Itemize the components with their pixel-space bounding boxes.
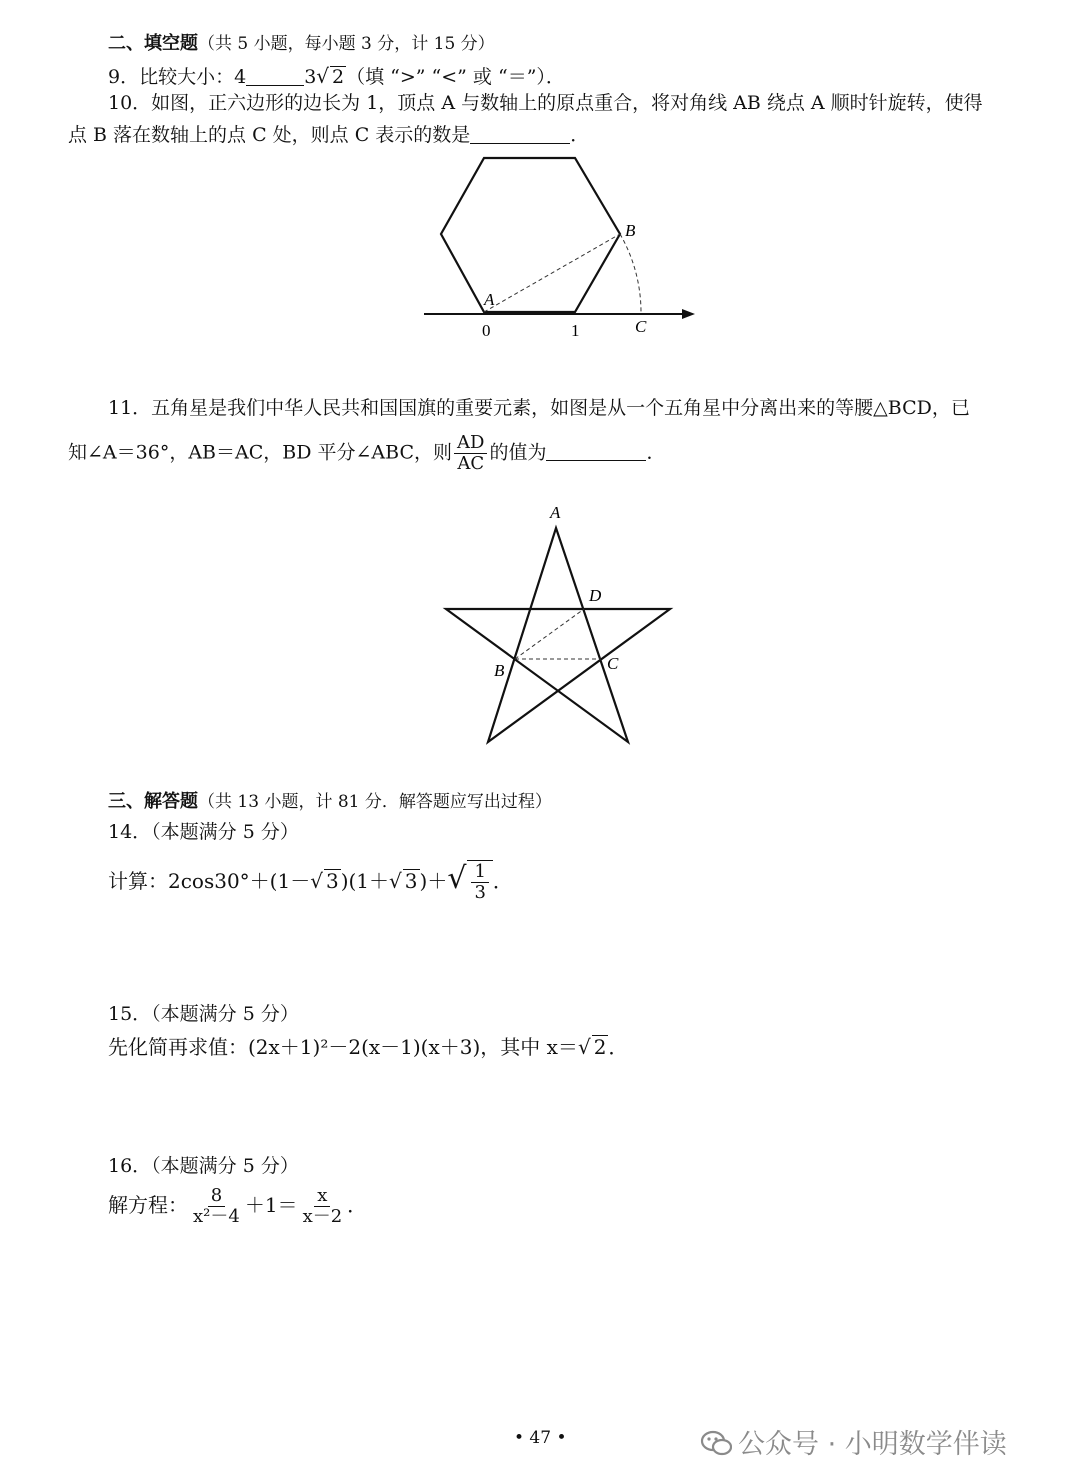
label-a: A xyxy=(550,503,561,522)
question-11-line2 xyxy=(68,433,665,474)
question-text: （填 “>” “<” 或 “＝”）． xyxy=(346,66,565,88)
section-heading-fill-in xyxy=(108,32,495,55)
arrow-head xyxy=(682,309,695,319)
question-text: 知∠A＝36°，AB＝AC，BD 平分∠ABC，则 xyxy=(68,441,452,464)
question-16-title: 16．（本题满分 5 分） xyxy=(108,1155,299,1177)
segment-bd xyxy=(515,609,584,659)
label-b: B xyxy=(625,221,636,240)
expr-part: )＋ xyxy=(419,868,448,893)
denominator: AC xyxy=(457,452,485,474)
question-10-line2 xyxy=(68,124,589,147)
watermark xyxy=(700,1422,1007,1461)
star-figure xyxy=(430,495,690,755)
fraction-right xyxy=(300,1186,346,1227)
answer-blank[interactable] xyxy=(546,442,646,461)
tick-one: 1 xyxy=(571,321,580,340)
period: ． xyxy=(492,868,513,893)
expr-part: 计算：2cos30°＋(1－ xyxy=(108,868,311,893)
section-title: 二、填空题 xyxy=(108,33,198,54)
fraction-left xyxy=(190,1186,243,1227)
question-14-expression xyxy=(108,860,513,903)
label-d: D xyxy=(589,586,602,605)
question-text: 比较大小：4 xyxy=(139,66,247,88)
label-c: C xyxy=(607,654,619,673)
coefficient: 3 xyxy=(304,66,317,88)
hexagon xyxy=(441,158,620,312)
rotation-arc xyxy=(620,234,641,312)
radicand: 2 xyxy=(593,1035,607,1059)
label-a: A xyxy=(484,290,495,309)
denominator: x²－4 xyxy=(193,1205,240,1227)
hexagon-figure xyxy=(410,150,710,350)
label-c: C xyxy=(635,317,647,336)
period: ． xyxy=(347,1192,368,1217)
question-16-equation xyxy=(108,1186,367,1227)
section-heading-solution xyxy=(108,790,552,813)
radicand: 3 xyxy=(404,868,418,893)
sqrt-fraction xyxy=(467,860,492,903)
denominator: x－2 xyxy=(302,1205,343,1227)
radicand: 2 xyxy=(332,66,345,88)
five-pointed-star xyxy=(446,528,670,742)
answer-blank[interactable] xyxy=(246,67,304,86)
question-14-title: 14．（本题满分 5 分） xyxy=(108,821,299,843)
radical-sign: √ xyxy=(316,64,330,88)
diagonal-ab xyxy=(484,234,620,312)
numerator: 1 xyxy=(471,862,488,883)
numerator: AD xyxy=(454,433,487,454)
page-number: • 47 • xyxy=(514,1428,567,1448)
radicand: 3 xyxy=(325,868,339,893)
section-title: 三、解答题 xyxy=(108,791,198,812)
section-note: （共 5 小题，每小题 3 分，计 15 分） xyxy=(198,34,495,54)
question-11-line1: 11．五角星是我们中华人民共和国国旗的重要元素，如图是从一个五角星中分离出来的等腰△BCD，已 xyxy=(108,397,970,419)
watermark-text: 公众号 · 小明数学伴读 xyxy=(738,1429,1007,1460)
question-text: 的值为 xyxy=(489,441,547,464)
expr-part: 解方程： xyxy=(108,1192,188,1217)
expr-part: )(1＋ xyxy=(340,868,390,893)
question-9 xyxy=(108,64,565,89)
label-b: B xyxy=(494,661,505,680)
fraction-ad-ac xyxy=(454,433,487,474)
numerator: 8 xyxy=(208,1186,225,1207)
answer-blank[interactable] xyxy=(470,125,570,144)
period: ． xyxy=(570,124,590,146)
section-note: （共 13 小题，计 81 分．解答题应写出过程） xyxy=(198,792,552,812)
radical-sign: √ xyxy=(389,868,402,893)
numerator: x xyxy=(314,1186,330,1207)
radical-sign: √ xyxy=(577,1035,591,1059)
radical-sign: √ xyxy=(310,868,323,893)
question-15-title: 15．（本题满分 5 分） xyxy=(108,1003,299,1025)
wechat-icon xyxy=(700,1429,732,1457)
period: ． xyxy=(608,1035,629,1059)
denominator: 3 xyxy=(474,881,486,903)
question-15-expression xyxy=(108,1035,628,1059)
question-number: 9． xyxy=(108,66,140,88)
period: ． xyxy=(646,441,666,464)
question-text: 点 B 落在数轴上的点 C 处，则点 C 表示的数是 xyxy=(68,124,471,146)
radical-sign: √ xyxy=(447,860,467,896)
question-10-line1: 10．如图，正六边形的边长为 1，顶点 A 与数轴上的原点重合，将对角线 AB 绕点 A 顺时针旋转，使得 xyxy=(108,92,983,114)
expr-part: ＋1＝ xyxy=(244,1192,298,1217)
expr-part: 先化简再求值：(2x＋1)²－2(x－1)(x＋3)，其中 x＝ xyxy=(108,1035,578,1059)
fraction-one-third xyxy=(471,862,488,903)
tick-zero: 0 xyxy=(482,321,491,340)
